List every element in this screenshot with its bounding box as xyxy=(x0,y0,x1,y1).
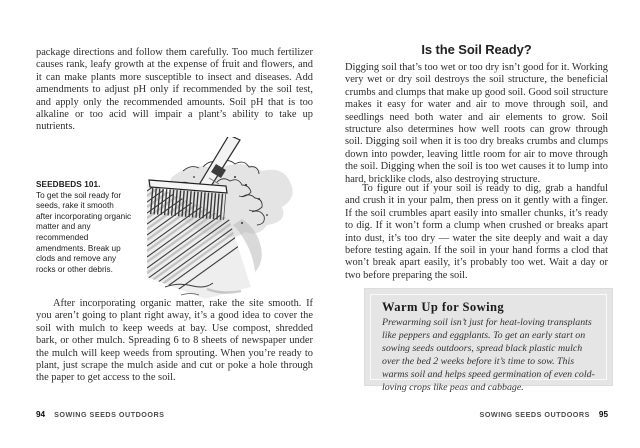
sidebar-title: SEEDBEDS 101. xyxy=(36,180,101,189)
right-paragraph-2: To figure out if your soil is ready to dig, grab a handful and crush it in your palm, then press on it gently with a finger. If the soil crumbles apart easily into smaller chunks, it’s ready to dig. If it won’t form a clump when crushed or breaks apart into dust, it’s too dry — water the site deeply and wait a day before testing again. If the soil in your hand forms a clod that won’t break apart easily, it’s probably too wet. Wait a day or two before preparing the soil. xyxy=(345,183,608,281)
left-footer xyxy=(36,404,164,422)
warm-up-box-title: Warm Up for Sowing xyxy=(382,300,505,314)
warm-up-box-body: Prewarming soil isn’t just for heat-loving transplants like peppers and eggplants. To get an early start on sowing seeds outdoors, spread black plastic mulch over the bed 2 weeks before it’s time to sow. This warms soil and helps speed germination of even cold-loving crops like peas and cabbage. xyxy=(382,317,595,393)
right-paragraph-1: Digging soil that’s too wet or too dry isn’t good for it. Working very wet or dry soil destroys the soil structure, the beneficial crumbs and clumps that make up good soil. Good soil structure makes it easy for water and air to move through soil, and seedlings need both water and air elements to grow. Soil structure also determines how well roots can grow through soil. Digging soil when it is too dry breaks crumbs and clumps down into powder, leaving little room for air to move through the soil. Digging when the soil is too wet causes it to lump into hard, bricklike clods, also destroying structure. xyxy=(345,62,608,185)
warm-up-box xyxy=(364,288,613,393)
sidebar-text: To get the soil ready for seeds, rake it smooth after incorporating organic matter and any recommended amendments. Break up clods and remove any rocks or other debris. xyxy=(36,190,132,274)
right-footer xyxy=(480,404,608,422)
section-heading: Is the Soil Ready? xyxy=(421,42,532,57)
left-paragraph-2: After incorporating organic matter, rake the site smooth. If you aren’t going to plant right away, it’s a good idea to cover the soil with mulch to keep weeds at bay. Use compost, shredded bark, or other mulch. Spreading 6 to 8 sheets of newspaper under the mulch will keep weeds from sprouting. When you’re ready to plant, just scrape the mulch aside and cut or poke a hole through the paper to get access to the soil. xyxy=(36,298,313,384)
warm-up-box-frame xyxy=(370,294,607,393)
seedbeds-sidebar xyxy=(36,180,132,275)
rake-illustration xyxy=(147,137,339,305)
left-paragraph-1: package directions and follow them carefully. Too much fertilizer causes rank, leafy growth at the expense of fruit and flowers, and it can make plants more susceptible to insect and diseases. Add amendments to adjust pH only if recommended by the soil test, and apply only the recommended amounts. Soil pH that is too alkaline or too acid will impair a plant’s ability to take up nutrients. xyxy=(36,47,313,133)
page-number-left: 94 xyxy=(36,410,46,419)
page-number-right: 95 xyxy=(598,410,608,419)
running-head-left: SOWING SEEDS OUTDOORS xyxy=(54,410,165,419)
running-head-right: SOWING SEEDS OUTDOORS xyxy=(479,410,590,419)
